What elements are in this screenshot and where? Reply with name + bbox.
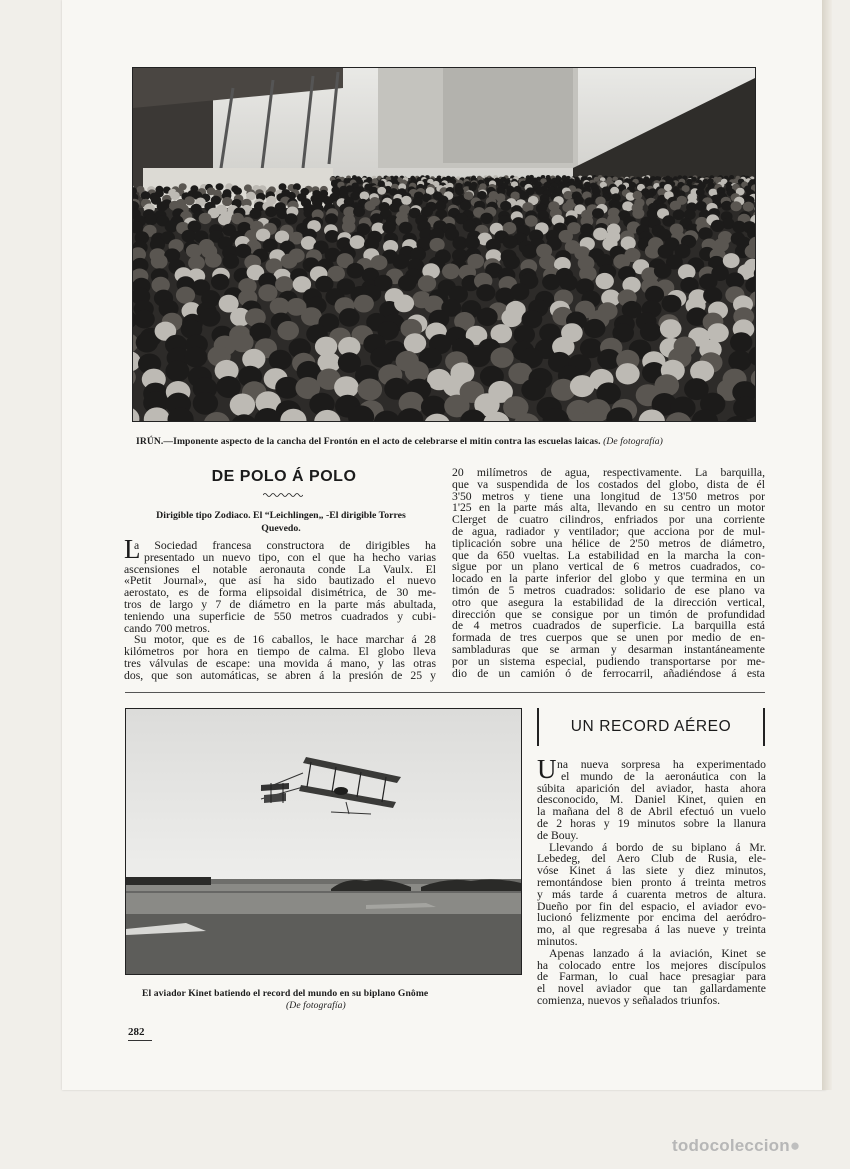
crowd-head: [394, 295, 414, 313]
watermark: [672, 1136, 800, 1156]
text-line: 20 milímetros de agua, respectivamente. La barquilla,: [452, 467, 765, 479]
text-line: cando 700 metros.: [124, 622, 211, 635]
crowd-head: [460, 201, 471, 211]
crowd-head: [325, 230, 339, 243]
title-ornament: [263, 492, 303, 498]
crowd-head: [731, 201, 742, 211]
text-line: dio de un camión ó de ferrocarril, añadiéndose á esta: [452, 667, 765, 680]
crowd-head: [574, 196, 584, 205]
crowd-head: [339, 308, 360, 327]
text-line: Apenas lanzado á la aviación, Kinet se: [549, 947, 766, 960]
page-number-rule: [128, 1040, 152, 1041]
text-line: sigue por un plano vertical de 6 metros cuadrados, co-: [452, 561, 765, 574]
crowd-head: [480, 213, 493, 224]
crowd-head: [491, 347, 514, 368]
crowd-head: [193, 392, 218, 415]
crowd-head: [401, 196, 411, 205]
crowd-head: [399, 222, 413, 234]
text-line: locado en la parte inferior del globo y que termina en un: [452, 573, 765, 585]
crowd-head: [418, 275, 436, 291]
text-line: de Bouy.: [537, 829, 579, 842]
crowd-head: [654, 263, 672, 279]
crowd-head: [233, 187, 242, 195]
crowd-head: [281, 254, 298, 269]
crowd-head: [633, 191, 643, 200]
crowd-head: [525, 215, 538, 226]
crowd-head: [467, 347, 490, 368]
crowd-head: [640, 322, 662, 341]
crowd-head: [711, 220, 725, 232]
text-line: Lebedeg, del Aero Club de Rusia, ele-: [537, 853, 766, 866]
record-dropcap: U: [537, 754, 557, 784]
crowd-head: [151, 254, 168, 269]
crowd-head: [442, 264, 460, 280]
text-line: na nueva sorpresa ha experimentado: [557, 759, 766, 771]
crowd-head: [673, 209, 685, 220]
crowd-head: [230, 394, 255, 417]
crowd-head: [463, 220, 477, 232]
text-line: presentado un nuevo tipo, con el que ha hecho varias: [144, 551, 436, 564]
crowd-head: [476, 284, 495, 301]
crowd-head: [670, 201, 681, 211]
text-line: tiplicación sobre una hélice de 2'50 metros de diámetro,: [452, 537, 765, 550]
text-line: Su motor, que es de 16 caballos, le hace marchar á 28: [134, 634, 436, 647]
article-left-column: [124, 540, 436, 682]
text-line: otro que asegura la estabilidad de la dirección vertical,: [452, 596, 765, 609]
crowd-head: [358, 379, 383, 401]
crowd-head: [728, 350, 751, 371]
crowd-head: [275, 276, 293, 292]
crowd-head: [199, 213, 212, 224]
crowd-head: [188, 256, 205, 271]
text-line: remontándose bien pronto á treinta metros: [537, 876, 766, 889]
text-line: el mundo de la aeronáutica con la: [561, 770, 766, 783]
record-column: [537, 754, 766, 1007]
crowd-head: [136, 333, 158, 353]
crowd-head: [222, 254, 239, 269]
crowd-head: [698, 227, 712, 240]
text-line: formada de tres cuerpos que se unen por medio de en-: [452, 632, 765, 644]
crowd-head: [258, 284, 277, 301]
text-line: tros de largo y 7 de diámetro en la parte más abultada,: [124, 598, 436, 611]
crowd-head: [157, 201, 168, 211]
crowd-head: [325, 213, 338, 224]
text-line: súbita aparición del aviador, hasta ahora: [537, 782, 766, 795]
crowd-head: [145, 214, 158, 225]
crowd-head: [165, 220, 179, 232]
article-dropcap: L: [124, 534, 141, 564]
crowd-photo: [132, 67, 756, 422]
crowd-head: [520, 191, 530, 200]
crowd-head: [660, 319, 682, 338]
article-right-column: [452, 467, 765, 679]
crowd-head: [610, 187, 619, 195]
crowd-head: [218, 214, 231, 225]
crowd-head: [696, 201, 707, 211]
crowd-head: [165, 360, 189, 381]
crowd-head: [184, 347, 207, 368]
article-subtitle: [124, 509, 438, 535]
text-line: «Petit Journal», que así ha sido bautizado el nuevo: [124, 575, 436, 588]
crowd-head: [134, 310, 155, 329]
crowd-head: [655, 374, 680, 396]
watermark-text: todocoleccion: [672, 1136, 790, 1155]
text-line: y más tarde á cuarenta metros de altura.: [537, 888, 766, 901]
text-line: por un sistema especial, pudiendo transportarse por me-: [452, 655, 765, 668]
crowd-head: [500, 201, 511, 211]
crowd-head: [377, 187, 386, 195]
text-line: dirección que se consigue por un timón de profundidad: [452, 608, 765, 621]
text-line: que da 650 vueltas. La estabilidad en la marcha la con-: [452, 549, 765, 562]
crowd-head: [455, 187, 464, 195]
crowd-head: [465, 236, 480, 250]
crowd-head: [607, 214, 620, 225]
record-title: UN RECORD AÉREO: [570, 718, 732, 735]
page-edge: [822, 0, 832, 1090]
crowd-head: [570, 375, 595, 397]
text-line: desconocido, M. Daniel Kinet, quien en: [537, 794, 766, 807]
text-line: minutos.: [537, 935, 578, 948]
text-line: timón de 5 metros cuadrados: solidario de ese plano va: [452, 584, 765, 597]
crowd-head: [662, 295, 682, 313]
crowd-head: [382, 221, 396, 233]
biplane-photo-credit: (De fotografía): [286, 1000, 346, 1011]
text-line: sambladuras que se arman y desarman instantáneamente: [452, 643, 765, 656]
text-line: de 4 metros cuadrados de superficie. La barquilla está: [452, 620, 765, 633]
text-line: Clerget de cuatro cilindros, enfriados por una corriente: [452, 514, 765, 526]
crowd-head: [593, 228, 607, 241]
crowd-head: [723, 253, 740, 268]
crowd-head: [141, 191, 151, 200]
crowd-head: [176, 287, 195, 304]
crowd-head: [464, 191, 474, 200]
crowd-head: [347, 263, 365, 279]
text-line: kilómetros por hora en tiempo de calma. El globo lleva: [124, 646, 436, 658]
crowd-head: [584, 319, 606, 338]
record-title-box: [537, 708, 765, 746]
crowd-head: [501, 309, 522, 328]
caption-credit: (De fotografía): [603, 436, 663, 447]
page-number: 282: [128, 1026, 145, 1038]
crowd-head: [412, 197, 422, 206]
text-line: tres válvulas de escape: una movida á mano, y las otras: [124, 657, 436, 670]
crowd-head: [331, 181, 338, 187]
crowd-head: [200, 308, 221, 327]
text-line: aerostato, es de forma elipsoidal disimétrica, de 30 me-: [124, 587, 436, 599]
text-line: lucionó felizmente por encima del aeródro-: [537, 912, 766, 925]
crowd-head: [389, 203, 400, 213]
crowd-head: [365, 201, 376, 211]
crowd-head: [559, 275, 577, 291]
crowd-head: [592, 208, 604, 219]
crowd-head: [522, 245, 538, 259]
biplane-photo: [125, 708, 522, 975]
crowd-head: [250, 208, 262, 219]
crowd-head: [730, 332, 752, 352]
crowd-head: [360, 191, 370, 200]
crowd-head: [285, 213, 298, 224]
text-line: ascensiones el notable aeronauta conde La Vaulx. El: [124, 563, 436, 576]
text-line: de agua, radiador y ventilador; que acciona por de mul-: [452, 525, 765, 538]
text-line: Dueño por fin del espacio, el aviador evo-: [537, 900, 766, 913]
crowd-head: [503, 255, 520, 270]
biplane-photo-caption: El aviador Kinet batiendo el record del mundo en su biplano Gnôme: [142, 988, 429, 999]
crowd-head: [350, 235, 365, 249]
crowd-head: [632, 208, 644, 219]
text-line: dos, que son automáticas, se abren á la presión de 25 y: [124, 669, 436, 682]
crowd-head: [477, 308, 498, 327]
text-line: comienza, nuevos y señalados triunfos.: [537, 994, 721, 1007]
caption-text: —Imponente aspecto de la cancha del Frontón en el acto de celebrarse el mitin contra las escuelas laicas.: [163, 436, 601, 447]
crowd-head: [269, 350, 292, 371]
crowd-head: [378, 180, 385, 186]
text-line: 1'25 en la parte más alta, llevando en su centro un motor: [452, 502, 765, 515]
text-line: la mañana del 8 de Abril efectuó un vuelo: [537, 806, 766, 818]
crowd-head: [539, 254, 556, 269]
crowd-head: [563, 191, 573, 200]
text-line: teniendo una superficie de 550 metros cuadrados y cubi-: [124, 610, 436, 623]
crowd-head: [353, 207, 365, 218]
subtitle-line: Dirigible tipo Zodiaco. El “Leichlingen„ -El dirigible Torres: [156, 510, 406, 521]
crowd-head: [170, 191, 180, 200]
section-rule: [125, 692, 765, 693]
crowd-photo-caption: [136, 436, 663, 447]
text-line: ha colocado entre los mejores discípulos: [537, 959, 766, 972]
crowd-head: [398, 275, 416, 291]
crowd-head: [469, 184, 477, 191]
crowd-head: [622, 201, 633, 211]
text-line: que va suspendida de los costados del globo, dista de él: [452, 478, 765, 491]
crowd-head: [707, 323, 729, 342]
crowd-head: [510, 283, 529, 300]
crowd-head: [216, 183, 224, 190]
crowd-head: [205, 253, 222, 268]
crowd-head: [211, 274, 229, 290]
caption-place: IRÚN.: [136, 436, 164, 447]
crowd-head: [521, 379, 546, 401]
text-line: a Sociedad francesa constructora de dirigibles ha: [134, 540, 436, 552]
crowd-head: [222, 197, 232, 206]
crowd-head: [277, 321, 299, 340]
text-line: 3'50 metros y tiene una longitud de 13'50 metros por: [452, 490, 765, 503]
text-line: Llevando á bordo de su biplano á Mr.: [549, 841, 766, 854]
text-line: vóse Kinet á las siete y diez minutos,: [537, 865, 766, 877]
crowd-head: [392, 254, 409, 269]
article-title: DE POLO Á POLO: [211, 468, 357, 485]
crowd-head: [182, 230, 196, 243]
text-line: de 2 horas y 19 minutos sobre la llanura: [537, 817, 766, 830]
crowd-head: [703, 287, 722, 304]
text-line: el novel aviador que tan gallardamente: [537, 983, 766, 995]
crowd-head: [184, 196, 194, 205]
crowd-head: [342, 221, 356, 233]
crowd-head: [371, 255, 388, 270]
crowd-head: [743, 202, 754, 212]
subtitle-line: Quevedo.: [261, 523, 301, 534]
crowd-head: [242, 349, 265, 370]
watermark-dot: ●: [789, 1136, 801, 1155]
crowd-head: [596, 273, 614, 289]
crowd-head: [354, 295, 374, 313]
crowd-head: [616, 363, 640, 384]
text-line: de Farman, lo cual hace presagiar para: [537, 971, 766, 984]
crowd-head: [503, 235, 518, 249]
crowd-head: [542, 274, 560, 290]
text-line: mo, al que regresaba á las nueve y treinta: [537, 924, 766, 936]
crowd-head: [265, 206, 277, 217]
